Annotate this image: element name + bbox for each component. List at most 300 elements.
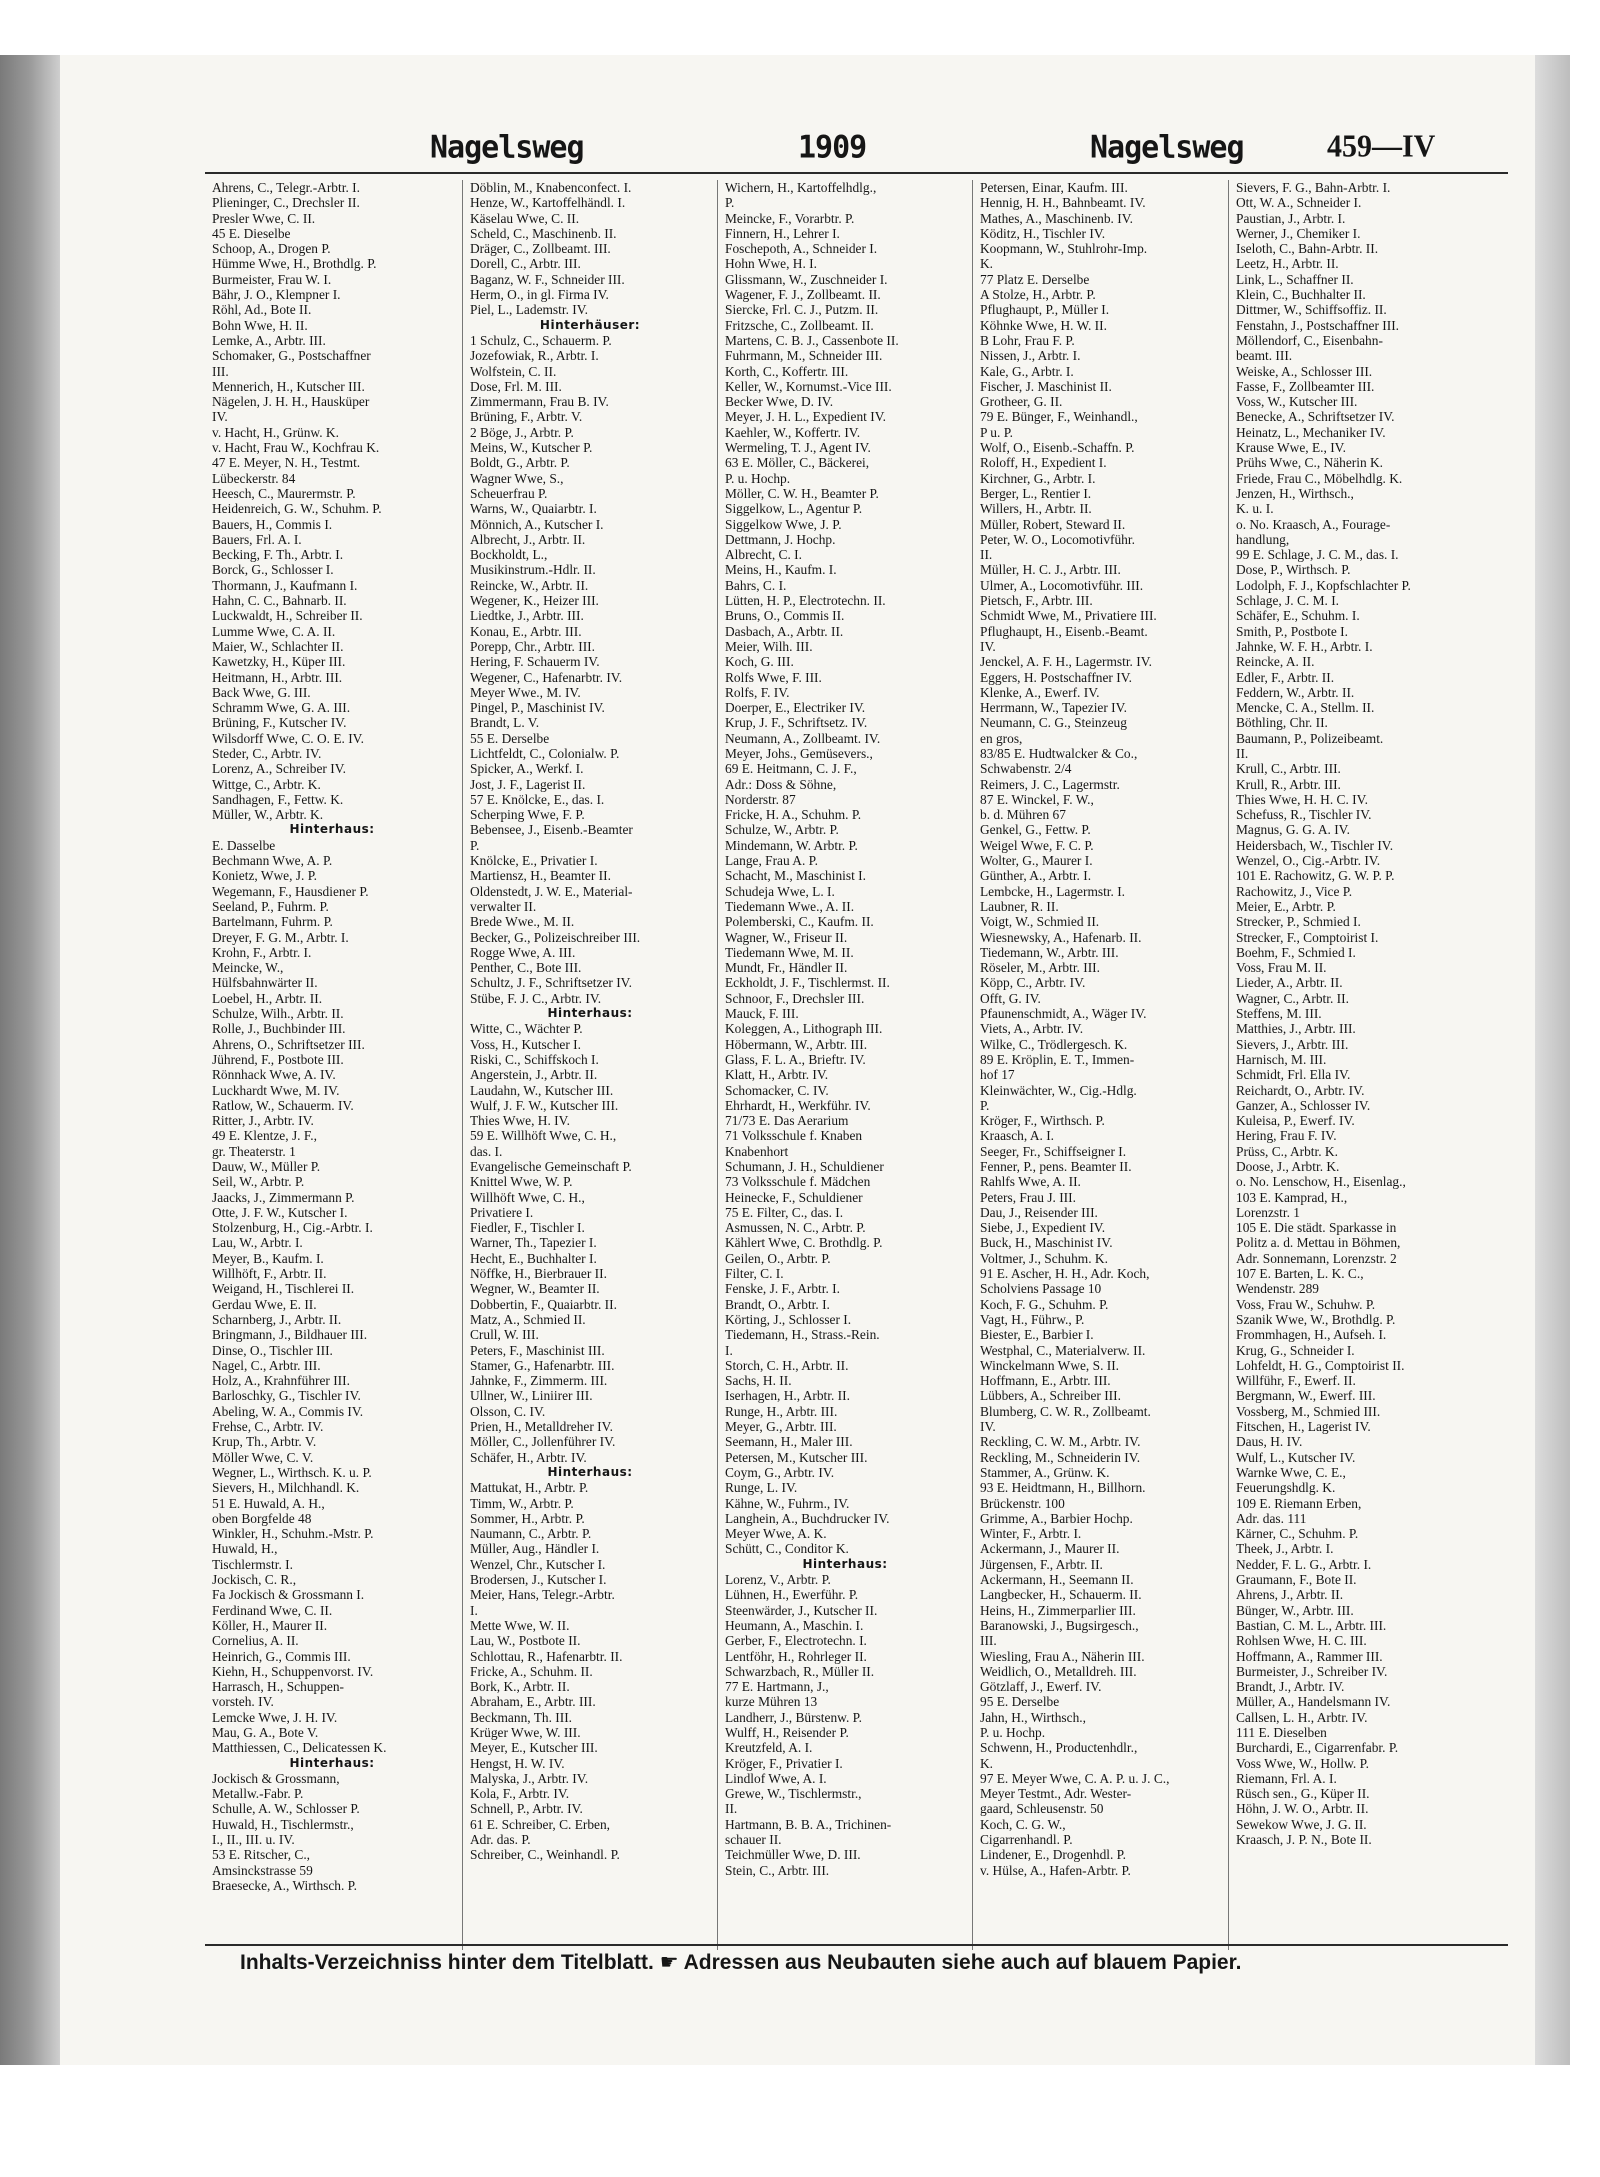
directory-entry: Hohn Wwe, H. I.: [725, 256, 817, 272]
directory-entry: Wilsdorff Wwe, C. O. E. IV.: [212, 730, 364, 746]
directory-entry: Köpp, C., Arbtr. IV.: [980, 975, 1086, 991]
directory-entry: Wagener, F. J., Zollbeamt. II.: [725, 287, 881, 303]
directory-entry: Lau, W., Postbote II.: [470, 1633, 581, 1649]
directory-entry: 71/73 E. Das Aerarium: [725, 1113, 849, 1129]
directory-entry: Wagner, W., Friseur II.: [725, 929, 848, 945]
directory-entry: Schäfer, H., Arbtr. IV.: [470, 1449, 587, 1465]
directory-entry: Herm, O., in gl. Firma IV.: [470, 287, 609, 303]
column-divider: [717, 180, 718, 1950]
directory-entry: 59 E. Willhöft Wwe, C. H.,: [470, 1128, 617, 1144]
directory-entry: Herrmann, W., Tapezier IV.: [980, 700, 1127, 716]
directory-entry: Heinrich, G., Commis III.: [212, 1648, 351, 1664]
directory-entry: Müller, A., Handelsmann IV.: [1236, 1694, 1391, 1710]
directory-entry: Weigand, H., Tischlerei II.: [212, 1281, 355, 1297]
directory-entry: Tischlermstr. I.: [212, 1556, 293, 1572]
directory-entry: Bruns, O., Commis II.: [725, 608, 845, 624]
directory-entry: Abraham, E., Arbtr. III.: [470, 1694, 596, 1710]
directory-entry: Luckhardt Wwe, M. IV.: [212, 1082, 340, 1098]
directory-entry: Henze, W., Kartoffelhändl. I.: [470, 195, 626, 211]
footer-note: Inhalts-Verzeichniss hinter dem Titelblatt. ☛ Adressen aus Neubauten siehe auch auf blauem Papier.: [240, 1951, 1242, 1974]
directory-entry: Krull, C., Arbtr. III.: [1236, 761, 1341, 777]
directory-entry: 93 E. Heidtmann, H., Billhorn.: [980, 1480, 1146, 1496]
directory-entry: Bastian, C. M. L., Arbtr. III.: [1236, 1617, 1387, 1633]
directory-entry: Lau, W., Arbtr. I.: [212, 1235, 303, 1251]
directory-entry: Bringmann, J., Bildhauer III.: [212, 1327, 368, 1343]
directory-entry: Buck, H., Maschinist IV.: [980, 1235, 1113, 1251]
directory-entry: I.: [470, 1602, 478, 1618]
directory-entry: Koopmann, W., Stuhlrohr-Imp.: [980, 241, 1148, 257]
directory-entry: Musikinstrum.-Hdlr. II.: [470, 562, 596, 578]
directory-entry: handlung,: [1236, 531, 1290, 547]
directory-entry: Petersen, M., Kutscher III.: [725, 1449, 868, 1465]
directory-entry: Kola, F., Arbtr. IV.: [470, 1786, 570, 1802]
directory-entry: Otte, J. F. W., Kutscher I.: [212, 1204, 348, 1220]
directory-entry: Nägelen, J. H. H., Hausküper: [212, 394, 370, 410]
directory-entry: Metallw.-Fabr. P.: [212, 1786, 304, 1802]
directory-entry: Möller Wwe, C. V.: [212, 1449, 314, 1465]
directory-entry: 103 E. Kamprad, H.,: [1236, 1189, 1348, 1205]
directory-entry: Burmeister, Frau W. I.: [212, 271, 332, 287]
directory-entry: P. u. Hochp.: [980, 1724, 1046, 1740]
directory-entry: 97 E. Meyer Wwe, C. A. P. u. J. C.,: [980, 1770, 1170, 1786]
directory-entry: Meincke, W.,: [212, 960, 284, 976]
directory-entry: I., II., III. u. IV.: [212, 1832, 295, 1848]
directory-entry: Neumann, C. G., Steinzeug: [980, 715, 1127, 731]
directory-entry: Hering, Frau F. IV.: [1236, 1128, 1337, 1144]
directory-entry: Lohfeldt, H. G., Comptoirist II.: [1236, 1357, 1405, 1373]
directory-entry: 109 E. Riemann Erben,: [1236, 1495, 1362, 1511]
directory-entry: Ahrens, O., Schriftsetzer III.: [212, 1036, 365, 1052]
directory-entry: Rolle, J., Buchbinder III.: [212, 1021, 346, 1037]
directory-entry: Pietsch, F., Arbtr. III.: [980, 593, 1093, 609]
directory-entry: Biester, E., Barbier I.: [980, 1327, 1094, 1343]
directory-entry: Paustian, J., Arbtr. I.: [1236, 210, 1346, 226]
directory-entry: 49 E. Klentze, J. F.,: [212, 1128, 317, 1144]
directory-entry: Möller, C. W. H., Beamter P.: [725, 485, 879, 501]
directory-entry: 77 Platz E. Derselbe: [980, 271, 1090, 287]
column-divider: [1228, 180, 1229, 1950]
directory-entry: 101 E. Rachowitz, G. W. P. P.: [1236, 868, 1395, 884]
directory-entry: Wegener, K., Heizer III.: [470, 593, 599, 609]
directory-entry: oben Borgfelde 48: [212, 1510, 312, 1526]
directory-entry: Genkel, G., Fettw. P.: [980, 822, 1091, 838]
directory-entry: Filter, C. I.: [725, 1266, 784, 1282]
directory-entry: Lorenz, V., Arbtr. P.: [725, 1572, 831, 1588]
directory-entry: 57 E. Knölcke, E., das. I.: [470, 791, 605, 807]
directory-entry: Knittel Wwe, W. P.: [470, 1174, 573, 1190]
directory-entry: Iserhagen, H., Arbtr. II.: [725, 1388, 850, 1404]
directory-entry: Schulze, W., Arbtr. P.: [725, 822, 839, 838]
directory-entry: Dose, Frl. M. III.: [470, 378, 562, 394]
directory-entry: Krohn, F., Arbtr. I.: [212, 944, 312, 960]
directory-entry: Laudahn, W., Kutscher III.: [470, 1082, 614, 1098]
directory-entry: Krug, G., Schneider I.: [1236, 1342, 1355, 1358]
directory-entry: Meier, Wilh. III.: [725, 638, 813, 654]
directory-entry: en gros,: [980, 730, 1023, 746]
directory-entry: Mauck, F. III.: [725, 1006, 799, 1022]
directory-entry: schauer II.: [725, 1832, 782, 1848]
directory-entry: Hümme Wwe, H., Brothdlg. P.: [212, 256, 377, 272]
directory-entry: Lübbers, A., Schreiber III.: [980, 1388, 1121, 1404]
directory-entry: Krause Wwe, E., IV.: [1236, 440, 1346, 456]
directory-entry: Koch, C. G. W.,: [980, 1816, 1066, 1832]
directory-entry: Graumann, F., Bote II.: [1236, 1572, 1357, 1588]
directory-entry: Tiedemann Wwe, M. II.: [725, 944, 854, 960]
directory-entry: Reincke, W., Arbtr. II.: [470, 577, 589, 593]
directory-entry: Theek, J., Arbtr. I.: [1236, 1541, 1334, 1557]
directory-entry: Böthling, Chr. II.: [1236, 715, 1328, 731]
directory-entry: Schulze, Wilh., Arbtr. II.: [212, 1006, 344, 1022]
directory-entry: Neumann, A., Zollbeamt. IV.: [725, 730, 881, 746]
directory-entry: Koch, F. G., Schuhm. P.: [980, 1296, 1109, 1312]
directory-entry: Landherr, J., Bürstenw. P.: [725, 1709, 862, 1725]
directory-entry: Schreiber, C., Weinhandl. P.: [470, 1847, 620, 1863]
directory-entry: Jürgensen, F., Arbtr. II.: [980, 1556, 1103, 1572]
directory-entry: Hahn, C. C., Bahnarb. II.: [212, 593, 347, 609]
directory-entry: Braesecke, A., Wirthsch. P.: [212, 1877, 357, 1893]
directory-entry: Lemcke Wwe, J. H. IV.: [212, 1709, 338, 1725]
directory-entry: Sievers, H., Milchhandl. K.: [212, 1480, 360, 1496]
directory-entry: Koleggen, A., Lithograph III.: [725, 1021, 883, 1037]
header-year: 1909: [798, 129, 867, 166]
directory-entry: Kleinwächter, W., Cig.-Hdlg.: [980, 1082, 1137, 1098]
section-heading: Hinterhäuser:: [539, 317, 641, 332]
directory-entry: Schwenn, H., Productenhdlr.,: [980, 1740, 1138, 1756]
directory-entry: Bauers, Frl. A. I.: [212, 531, 302, 547]
page-edge: [1535, 55, 1570, 2065]
directory-entry: Kirchner, G., Arbtr. I.: [980, 470, 1096, 486]
directory-entry: Rönnhack Wwe, A. IV.: [212, 1067, 336, 1083]
directory-entry: Rolfs Wwe, F. III.: [725, 669, 822, 685]
directory-entry: Wendenstr. 289: [1236, 1281, 1319, 1297]
directory-entry: Warnke Wwe, C. E.,: [1236, 1464, 1346, 1480]
directory-entry: 99 E. Schlage, J. C. M., das. I.: [1236, 547, 1399, 563]
header-street-left: Nagelsweg: [430, 129, 584, 166]
directory-entry: Crull, W. III.: [470, 1327, 539, 1343]
directory-entry: Beckmann, Th. III.: [470, 1709, 573, 1725]
directory-entry: Willhöft, F., Arbtr. II.: [212, 1266, 327, 1282]
directory-entry: Fiedler, F., Tischler I.: [470, 1220, 585, 1236]
directory-entry: P u. P.: [980, 424, 1013, 440]
directory-entry: Naumann, C., Arbtr. P.: [470, 1526, 592, 1542]
directory-entry: Knölcke, E., Privatier I.: [470, 853, 598, 869]
directory-entry: Feuerungshdlg. K.: [1236, 1480, 1336, 1496]
directory-entry: P.: [725, 195, 735, 211]
directory-entry: Jaacks, J., Zimmermann P.: [212, 1189, 355, 1205]
directory-entry: Schlottau, R., Hafenarbtr. II.: [470, 1648, 623, 1664]
directory-entry: Köhnke Wwe, H. W. II.: [980, 317, 1107, 333]
directory-entry: Heitmann, H., Arbtr. III.: [212, 669, 343, 685]
directory-entry: Oldenstedt, J. W. E., Material-: [470, 883, 633, 899]
directory-entry: Wolter, G., Maurer I.: [980, 853, 1093, 869]
directory-entry: Pfaunenschmidt, A., Wäger IV.: [980, 1006, 1147, 1022]
directory-entry: Pingel, P., Maschinist IV.: [470, 700, 605, 716]
directory-entry: Brüning, F., Arbtr. V.: [470, 409, 583, 425]
directory-entry: Klenke, A., Ewerf. IV.: [980, 684, 1100, 700]
directory-entry: 51 E. Huwald, A. H.,: [212, 1495, 325, 1511]
directory-entry: Höhn, J. W. O., Arbtr. II.: [1236, 1801, 1369, 1817]
directory-entry: Wenzel, O., Cig.-Arbtr. IV.: [1236, 853, 1381, 869]
directory-entry: Liedtke, J., Arbtr. III.: [470, 608, 584, 624]
directory-entry: Seeger, Fr., Schiffseigner I.: [980, 1143, 1127, 1159]
directory-entry: Adr.: Doss & Söhne,: [725, 776, 837, 792]
directory-entry: Schlage, J. C. M. I.: [1236, 593, 1340, 609]
directory-entry: Voss, W., Kutscher III.: [1236, 394, 1358, 410]
directory-entry: gaard, Schleusenstr. 50: [980, 1801, 1104, 1817]
directory-entry: Lindener, E., Drogenhdl. P.: [980, 1847, 1126, 1863]
directory-entry: Körting, J., Schlosser I.: [725, 1311, 852, 1327]
directory-entry: Wittge, C., Arbtr. K.: [212, 776, 321, 792]
directory-entry: 77 E. Hartmann, J.,: [725, 1679, 829, 1695]
directory-entry: Rogge Wwe, A. III.: [470, 944, 576, 960]
directory-entry: Vagt, H., Führw., P.: [980, 1311, 1085, 1327]
directory-entry: P.: [470, 837, 480, 853]
directory-entry: 91 E. Ascher, H. H., Adr. Koch,: [980, 1266, 1150, 1282]
directory-entry: Schomaker, G., Postschaffner: [212, 348, 371, 364]
directory-entry: Ulmer, A., Locomotivführ. III.: [980, 577, 1144, 593]
directory-entry: Witte, C., Wächter P.: [470, 1021, 583, 1037]
directory-entry: Scherping Wwe, F. P.: [470, 807, 585, 823]
directory-entry: 69 E. Heitmann, C. J. F.,: [725, 761, 857, 777]
directory-entry: II.: [725, 1801, 738, 1817]
directory-entry: Kählert Wwe, C. Brothdlg. P.: [725, 1235, 883, 1251]
directory-entry: Müller, H. C. J., Arbtr. III.: [980, 562, 1121, 578]
directory-entry: III.: [212, 363, 229, 379]
directory-entry: Martiensz, H., Beamter II.: [470, 868, 611, 884]
directory-entry: 47 E. Meyer, N. H., Testmt.: [212, 455, 361, 471]
directory-entry: Feddern, W., Arbtr. II.: [1236, 684, 1355, 700]
directory-entry: Fritzsche, C., Zollbeamt. II.: [725, 317, 874, 333]
directory-entry: Schefuss, R., Tischler IV.: [1236, 807, 1372, 823]
directory-entry: Steder, C., Arbtr. IV.: [212, 745, 322, 761]
directory-entry: Kawetzky, H., Küper III.: [212, 654, 346, 670]
directory-entry: Rüsch sen., G., Küper II.: [1236, 1786, 1370, 1802]
directory-entry: Jost, J. F., Lagerist II.: [470, 776, 586, 792]
directory-entry: Scheuerfrau P.: [470, 485, 548, 501]
directory-entry: Nedder, F. L. G., Arbtr. I.: [1236, 1556, 1372, 1572]
directory-entry: v. Hacht, Frau W., Kochfrau K.: [212, 440, 380, 456]
directory-entry: Berger, L., Rentier I.: [980, 485, 1092, 501]
directory-entry: o. No. Kraasch, A., Fourage-: [1236, 516, 1391, 532]
directory-entry: Spicker, A., Werkf. I.: [470, 761, 584, 777]
directory-entry: Höbermann, W., Arbtr. III.: [725, 1036, 868, 1052]
directory-entry: Wulf, J. F. W., Kutscher III.: [470, 1097, 619, 1113]
directory-entry: Dreyer, F. G. M., Arbtr. I.: [212, 929, 349, 945]
directory-entry: Winkler, H., Schuhm.-Mstr. P.: [212, 1526, 374, 1542]
directory-entry: Polemberski, C., Kaufm. II.: [725, 914, 874, 930]
directory-entry: Fa Jockisch & Grossmann I.: [212, 1587, 365, 1603]
directory-entry: Kraasch, A. I.: [980, 1128, 1054, 1144]
directory-entry: Loebel, H., Arbtr. II.: [212, 990, 323, 1006]
directory-entry: 2 Böge, J., Arbtr. P.: [470, 424, 574, 440]
directory-entry: Meins, H., Kaufm. I.: [725, 562, 837, 578]
directory-entry: Seemann, H., Maler III.: [725, 1434, 853, 1450]
directory-entry: Götzlaff, J., Ewerf. IV.: [980, 1679, 1102, 1695]
directory-entry: Bartelmann, Fuhrm. P.: [212, 914, 333, 930]
directory-entry: Fuhrmann, M., Schneider III.: [725, 348, 883, 364]
directory-entry: Keller, W., Kornumst.-Vice III.: [725, 378, 892, 394]
directory-entry: Voltmer, J., Schuhm. K.: [980, 1250, 1108, 1266]
section-heading: Hinterhaus:: [802, 1556, 888, 1571]
directory-entry: Ott, W. A., Schneider I.: [1236, 195, 1362, 211]
directory-entry: Siggelkow Wwe, J. P.: [725, 516, 842, 532]
directory-entry: Ackermann, H., Seemann II.: [980, 1572, 1134, 1588]
directory-entry: Amsinckstrasse 59: [212, 1862, 313, 1878]
directory-entry: Glissmann, W., Zuschneider I.: [725, 271, 888, 287]
directory-entry: Willführ, F., Ewerf. II.: [1236, 1373, 1356, 1389]
directory-entry: Jahnke, F., Zimmerm. III.: [470, 1373, 608, 1389]
directory-entry: Meyer, J. H. L., Expedient IV.: [725, 409, 886, 425]
directory-entry: Piel, L., Lademstr. IV.: [470, 302, 589, 318]
directory-entry: Mette Wwe, W. II.: [470, 1617, 570, 1633]
column-divider: [462, 180, 463, 1950]
directory-entry: 95 E. Derselbe: [980, 1694, 1060, 1710]
directory-entry: Stamer, G., Hafenarbtr. III.: [470, 1357, 615, 1373]
header-page-number: 459—IV: [1327, 129, 1436, 164]
directory-entry: Krup, J. F., Schriftsetz. IV.: [725, 715, 868, 731]
directory-entry: Ganzer, A., Schlosser IV.: [1236, 1097, 1371, 1113]
directory-entry: Holz, A., Krahnführer III.: [212, 1373, 350, 1389]
directory-entry: 75 E. Filter, C., das. I.: [725, 1204, 844, 1220]
directory-entry: Cornelius, A. II.: [212, 1633, 299, 1649]
directory-entry: Schwarzbach, R., Müller II.: [725, 1663, 875, 1679]
directory-entry: Kröger, F., Wirthsch. P.: [980, 1113, 1105, 1129]
directory-entry: Laubner, R. II.: [980, 898, 1059, 914]
directory-entry: Ahrens, C., Telegr.-Arbtr. I.: [212, 180, 360, 195]
directory-entry: Ullner, W., Liniirer III.: [470, 1388, 593, 1404]
directory-entry: Peters, Frau J. III.: [980, 1189, 1076, 1205]
directory-entry: Wiesling, Frau A., Näherin III.: [980, 1648, 1145, 1664]
directory-entry: Jenzen, H., Wirthsch.,: [1236, 485, 1354, 501]
directory-entry: Fasse, F., Zollbeamter III.: [1236, 378, 1375, 394]
header-rule: [205, 172, 1508, 174]
directory-entry: Voss, Frau M. II.: [1236, 960, 1327, 976]
directory-entry: Olsson, C. IV.: [470, 1403, 546, 1419]
directory-entry: Müller, Robert, Steward II.: [980, 516, 1126, 532]
directory-entry: Dorell, C., Arbtr. III.: [470, 256, 581, 272]
directory-entry: III.: [980, 1633, 997, 1649]
directory-entry: Luckwaldt, H., Schreiber II.: [212, 608, 363, 624]
directory-entry: Rachowitz, J., Vice P.: [1236, 883, 1353, 899]
directory-entry: IV.: [212, 409, 228, 425]
directory-entry: Lange, Frau A. P.: [725, 853, 818, 869]
directory-entry: Wegner, W., Beamter II.: [470, 1281, 600, 1297]
directory-entry: Wolfstein, C. II.: [470, 363, 557, 379]
directory-entry: Warner, Th., Tapezier I.: [470, 1235, 597, 1251]
directory-entry: Frommhagen, H., Aufseh. I.: [1236, 1327, 1387, 1343]
directory-column-4: [980, 180, 1220, 1950]
directory-entry: Matz, A., Schmied II.: [470, 1311, 586, 1327]
directory-entry: Roloff, H., Expedient I.: [980, 455, 1107, 471]
directory-entry: Brandt, J., Arbtr. IV.: [1236, 1679, 1345, 1695]
directory-entry: Baganz, W. F., Schneider III.: [470, 271, 625, 287]
directory-entry: Jockisch & Grossmann,: [212, 1770, 340, 1786]
directory-entry: Pflughaupt, P., Müller I.: [980, 302, 1110, 318]
directory-entry: Jenckel, A. F. H., Lagermstr. IV.: [980, 654, 1152, 670]
directory-entry: Bechmann Wwe, A. P.: [212, 853, 333, 869]
directory-entry: Dau, J., Reisender III.: [980, 1204, 1098, 1220]
directory-entry: Jahn, H., Wirthsch.,: [980, 1709, 1086, 1725]
directory-entry: Mattukat, H., Arbtr. P.: [470, 1480, 589, 1496]
directory-entry: Schudeja Wwe, L. I.: [725, 883, 835, 899]
directory-entry: Weiske, A., Schlosser III.: [1236, 363, 1373, 379]
directory-entry: Sievers, F. G., Bahn-Arbtr. I.: [1236, 180, 1391, 195]
directory-entry: Langbecker, H., Schauerm. II.: [980, 1587, 1142, 1603]
directory-entry: K.: [980, 256, 994, 272]
directory-entry: b. d. Mühren 67: [980, 807, 1066, 823]
directory-entry: Huwald, H.,: [212, 1541, 278, 1557]
directory-entry: Angerstein, J., Arbtr. II.: [470, 1067, 598, 1083]
directory-entry: 55 E. Derselbe: [470, 730, 550, 746]
directory-entry: Seil, W., Arbtr. P.: [212, 1174, 305, 1190]
directory-entry: Porepp, Chr., Arbtr. III.: [470, 638, 595, 654]
directory-entry: Riski, C., Schiffskoch I.: [470, 1051, 599, 1067]
directory-entry: Schoop, A., Drogen P.: [212, 241, 331, 257]
directory-entry: Stolzenburg, H., Cig.-Arbtr. I.: [212, 1220, 373, 1236]
directory-entry: Dittmer, W., Schiffsoffiz. II.: [1236, 302, 1387, 318]
directory-entry: Heinatz, L., Mechaniker IV.: [1236, 424, 1386, 440]
directory-entry: Bahrs, C. I.: [725, 577, 787, 593]
directory-entry: Storch, C. H., Arbtr. II.: [725, 1357, 849, 1373]
directory-entry: B Lohr, Frau F. P.: [980, 332, 1075, 348]
directory-entry: Frehse, C., Arbtr. IV.: [212, 1419, 324, 1435]
directory-entry: Presler Wwe, C. II.: [212, 210, 316, 226]
directory-entry: Tiedemann, H., Strass.-Rein.: [725, 1327, 880, 1343]
directory-entry: Schnoor, F., Drechsler III.: [725, 990, 865, 1006]
directory-entry: Möller, C., Jollenführer IV.: [470, 1434, 616, 1450]
directory-entry: Krull, R., Arbtr. III.: [1236, 776, 1341, 792]
directory-entry: Pflughaupt, H., Eisenb.-Beamt.: [980, 623, 1148, 639]
directory-entry: Fricke, H. A., Schuhm. P.: [725, 807, 862, 823]
directory-entry: Albrecht, J., Arbtr. II.: [470, 531, 586, 547]
directory-entry: Siercke, Frl. C. J., Putzm. II.: [725, 302, 879, 318]
directory-entry: Hülfsbahnwärter II.: [212, 975, 318, 991]
directory-entry: Bünger, W., Arbtr. III.: [1236, 1602, 1354, 1618]
directory-entry: Meier, Hans, Telegr.-Arbtr.: [470, 1587, 615, 1603]
directory-entry: Hoffmann, E., Arbtr. III.: [980, 1373, 1111, 1389]
directory-column-5: [1236, 180, 1476, 1950]
directory-entry: Meyer, B., Kaufm. I.: [212, 1250, 324, 1266]
directory-entry: Mathes, A., Maschinenb. IV.: [980, 210, 1133, 226]
section-heading: Hinterhaus:: [547, 1464, 633, 1479]
directory-entry: 107 E. Barten, L. K. C.,: [1236, 1266, 1364, 1282]
directory-entry: Lübeckerstr. 84: [212, 470, 296, 486]
directory-entry: Back Wwe, G. III.: [212, 684, 311, 700]
directory-entry: Evangelische Gemeinschaft P.: [470, 1159, 632, 1174]
directory-entry: Steffens, M. III.: [1236, 1006, 1322, 1022]
directory-entry: Iseloth, C., Bahn-Arbtr. II.: [1236, 241, 1379, 257]
directory-entry: Cigarrenhandl. P.: [980, 1832, 1073, 1848]
directory-entry: Maier, W., Schlachter II.: [212, 638, 344, 654]
directory-entry: Heumann, A., Maschin. I.: [725, 1617, 864, 1633]
directory-entry: Kähne, W., Fuhrm., IV.: [725, 1495, 850, 1511]
directory-entry: Burchardi, E., Cigarrenfabr. P.: [1236, 1740, 1399, 1756]
directory-entry: Adr. das. 111: [1236, 1510, 1307, 1526]
directory-entry: Schnell, P., Arbtr. IV.: [470, 1801, 583, 1817]
directory-entry: v. Hülse, A., Hafen-Arbtr. P.: [980, 1862, 1131, 1878]
directory-entry: Fischer, J. Maschinist II.: [980, 378, 1112, 394]
directory-entry: Meyer Wwe., M. IV.: [470, 684, 581, 700]
directory-entry: Ratlow, W., Schauerm. IV.: [212, 1097, 354, 1113]
directory-entry: Eckholdt, J. F., Tischlermst. II.: [725, 975, 890, 991]
directory-entry: Szanik Wwe, W., Brothdlg. P.: [1236, 1311, 1396, 1327]
directory-entry: Seeland, P., Fuhrm. P.: [212, 898, 329, 914]
directory-entry: Hoffmann, A., Rammer III.: [1236, 1648, 1383, 1664]
directory-entry: Abeling, W. A., Commis IV.: [212, 1403, 364, 1419]
directory-entry: Rahlfs Wwe, A. II.: [980, 1174, 1081, 1190]
directory-entry: Jührend, F., Postbote III.: [212, 1051, 344, 1067]
directory-entry: Schäfer, E., Schuhm. I.: [1236, 608, 1360, 624]
